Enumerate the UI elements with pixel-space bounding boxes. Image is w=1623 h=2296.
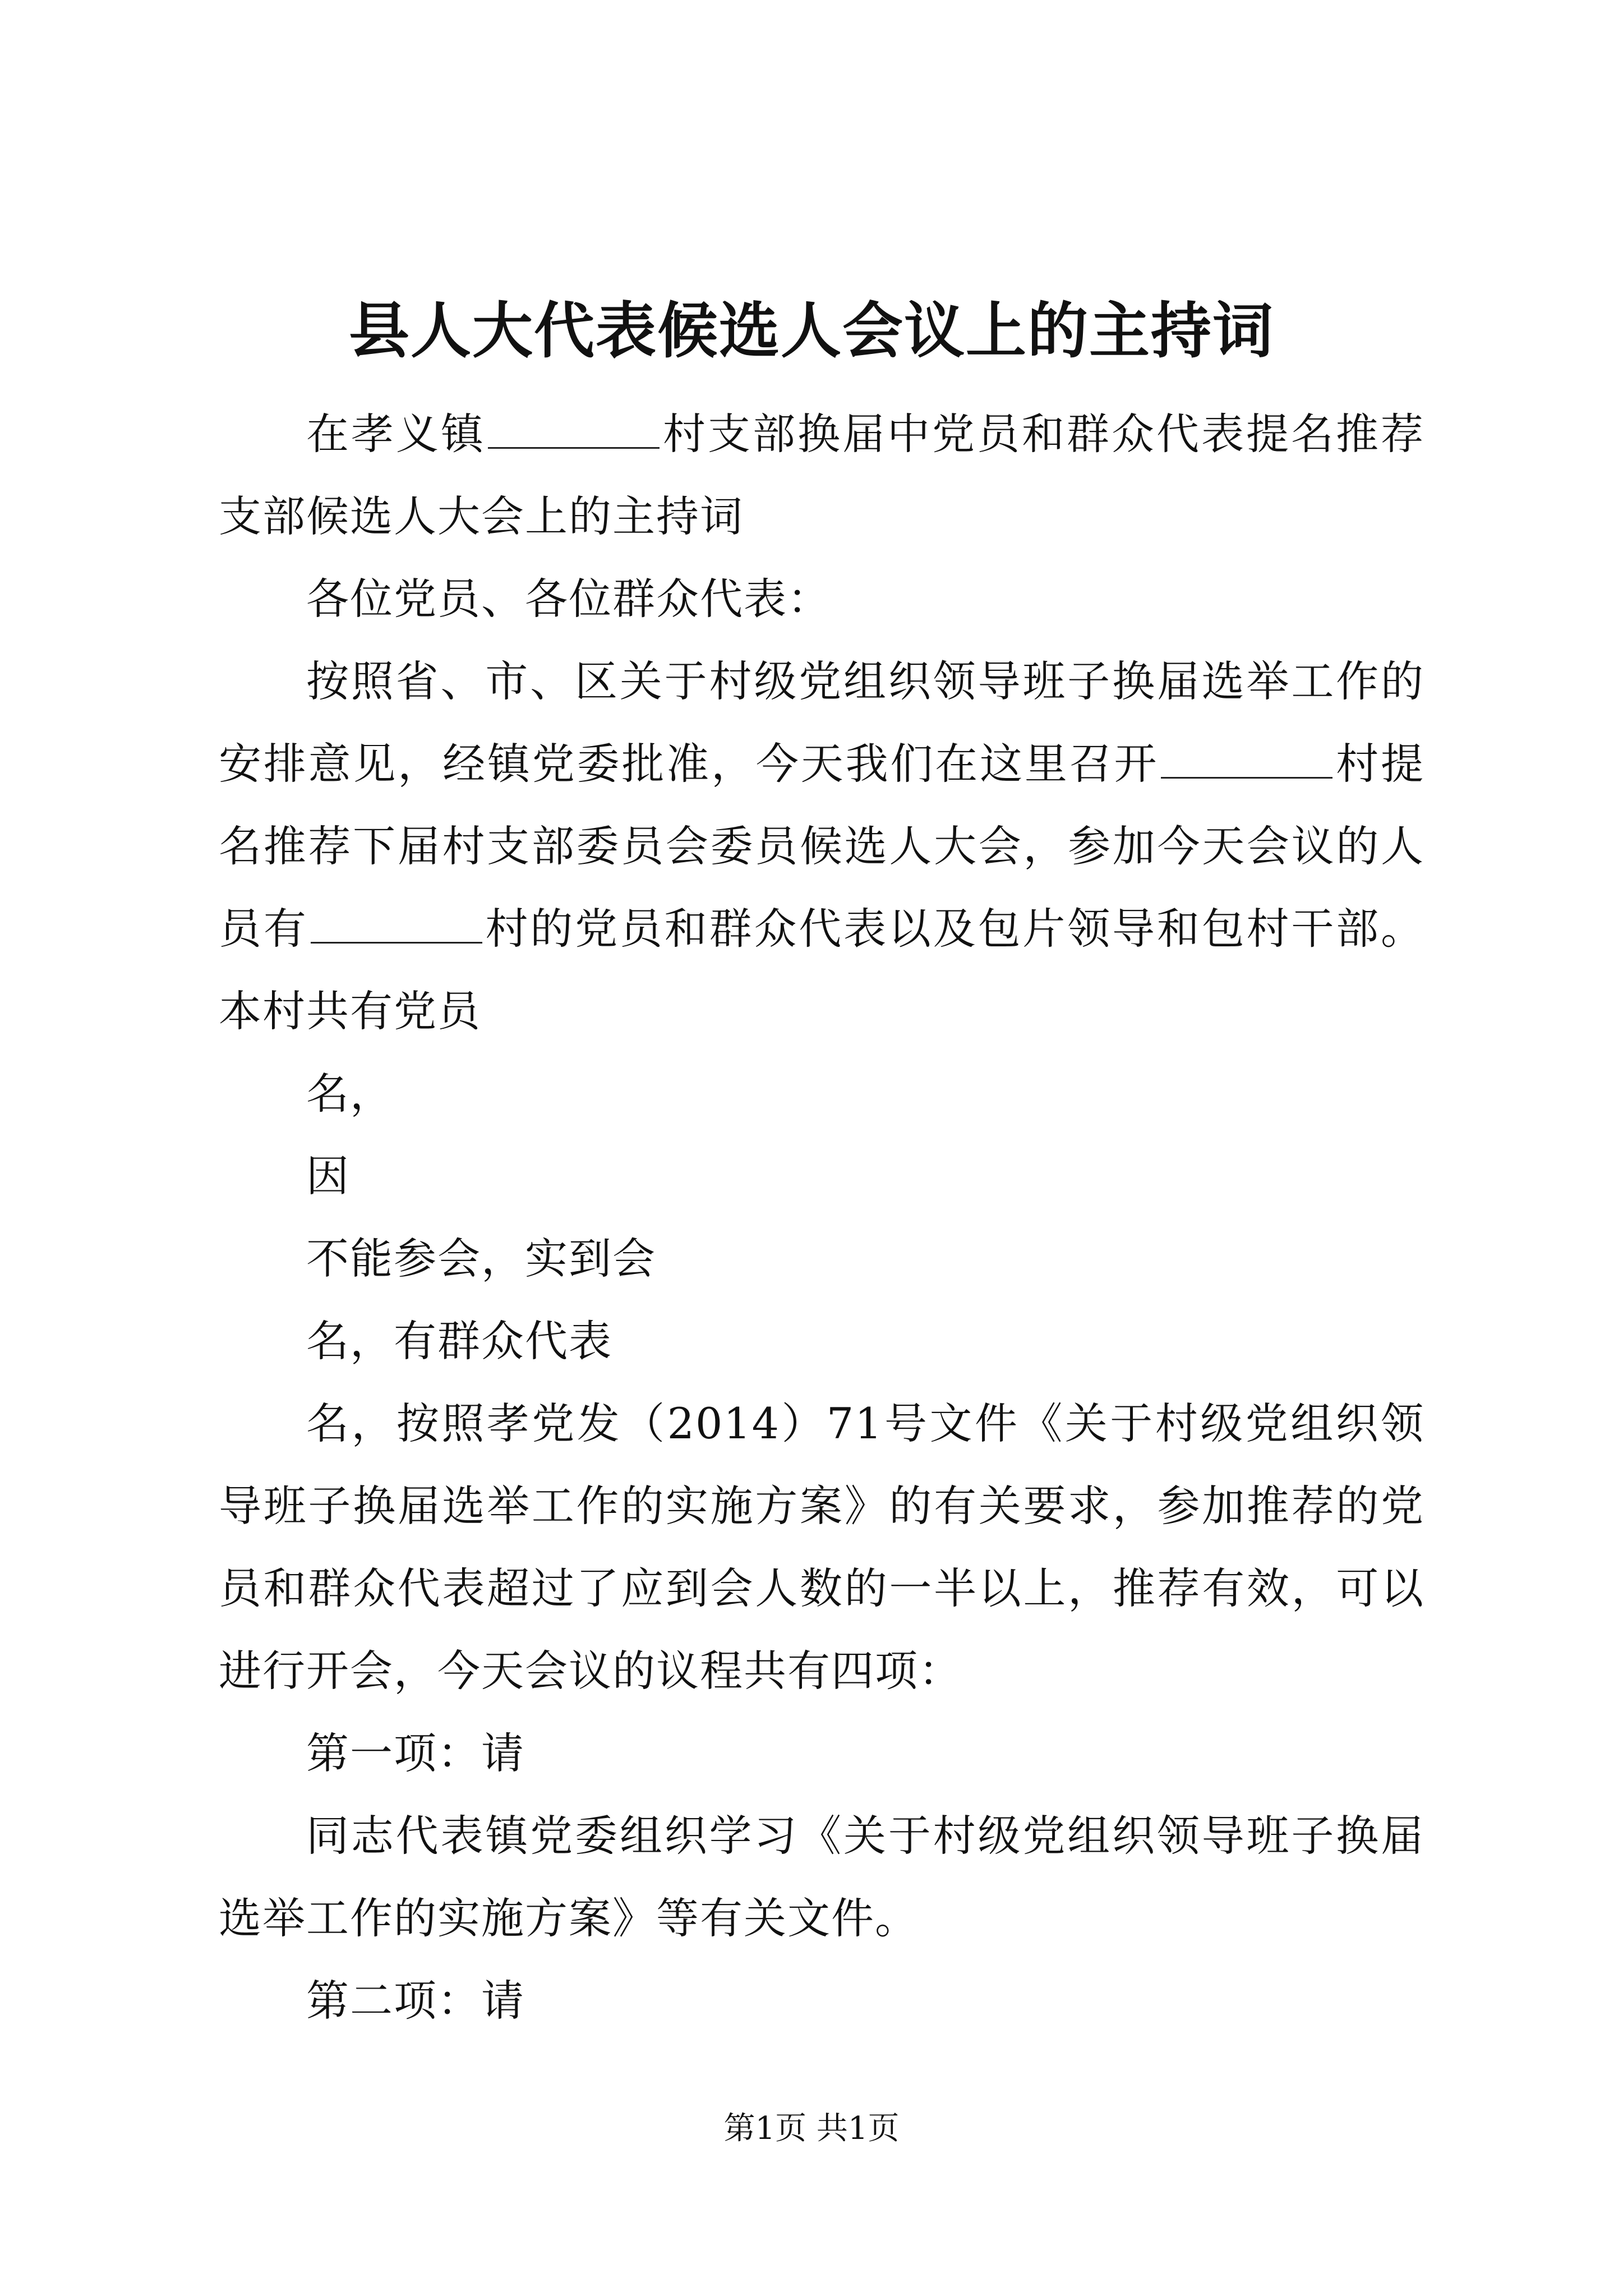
paragraph-8 — [219, 1382, 1424, 1712]
paragraph-7 — [219, 1300, 1424, 1382]
text-segment: 第二项：请 — [306, 1976, 525, 2026]
text-segment: 村提名推荐下届村支部委员会委员候选人大会，参加今天会议的人员有 — [219, 739, 1425, 954]
paragraph-4 — [219, 1052, 1424, 1135]
fill-blank — [311, 908, 482, 944]
text-segment: 第一项：请 — [306, 1728, 525, 1778]
paragraph-2 — [219, 558, 1424, 640]
text-segment: 名， — [306, 1069, 394, 1119]
paragraph-6 — [219, 1217, 1424, 1300]
paragraph-11 — [219, 1959, 1424, 2042]
text-segment: 村支部换届中党员和群众代表提名推荐支部候选人大会上的主持词 — [219, 409, 1424, 541]
document-body — [219, 393, 1424, 2042]
fill-blank — [488, 413, 660, 449]
text-segment: 村的党员和群众代表以及包片领导和包村干部。本村共有党员 — [219, 904, 1425, 1036]
text-segment: 按照省、市、区关于村级党组织领导班子换届选举工作的安排意见，经镇党委批准，今天我们在这里召开 — [219, 656, 1424, 789]
text-segment: 同志代表镇党委组织学习《关于村级党组织领导班子换届选举工作的实施方案》等有关文件。 — [219, 1811, 1424, 1943]
text-segment: 名，按照孝党发（2014）71号文件《关于村级党组织领导班子换届选举工作的实施方案》的有关要求，参加推荐的党员和群众代表超过了应到会人数的一半以上，推荐有效，可以进行开会，今天会议的议程共有四项： — [219, 1398, 1424, 1696]
text-segment: 各位党员、各位群众代表： — [306, 574, 831, 624]
paragraph-10 — [219, 1795, 1424, 1959]
text-segment: 在孝义镇 — [306, 409, 486, 459]
text-segment: 不能参会，实到会 — [306, 1234, 656, 1283]
paragraph-3 — [219, 640, 1424, 1052]
paragraph-5 — [219, 1135, 1424, 1217]
document-title: 县人大代表候选人会议上的主持词 — [348, 296, 1274, 366]
text-segment: 名，有群众代表 — [306, 1316, 612, 1366]
page-footer: 第1页 共1页 — [723, 2110, 900, 2147]
paragraph-1 — [219, 393, 1424, 558]
paragraph-9 — [219, 1712, 1424, 1795]
fill-blank — [1161, 743, 1332, 779]
text-segment: 因 — [306, 1151, 350, 1201]
